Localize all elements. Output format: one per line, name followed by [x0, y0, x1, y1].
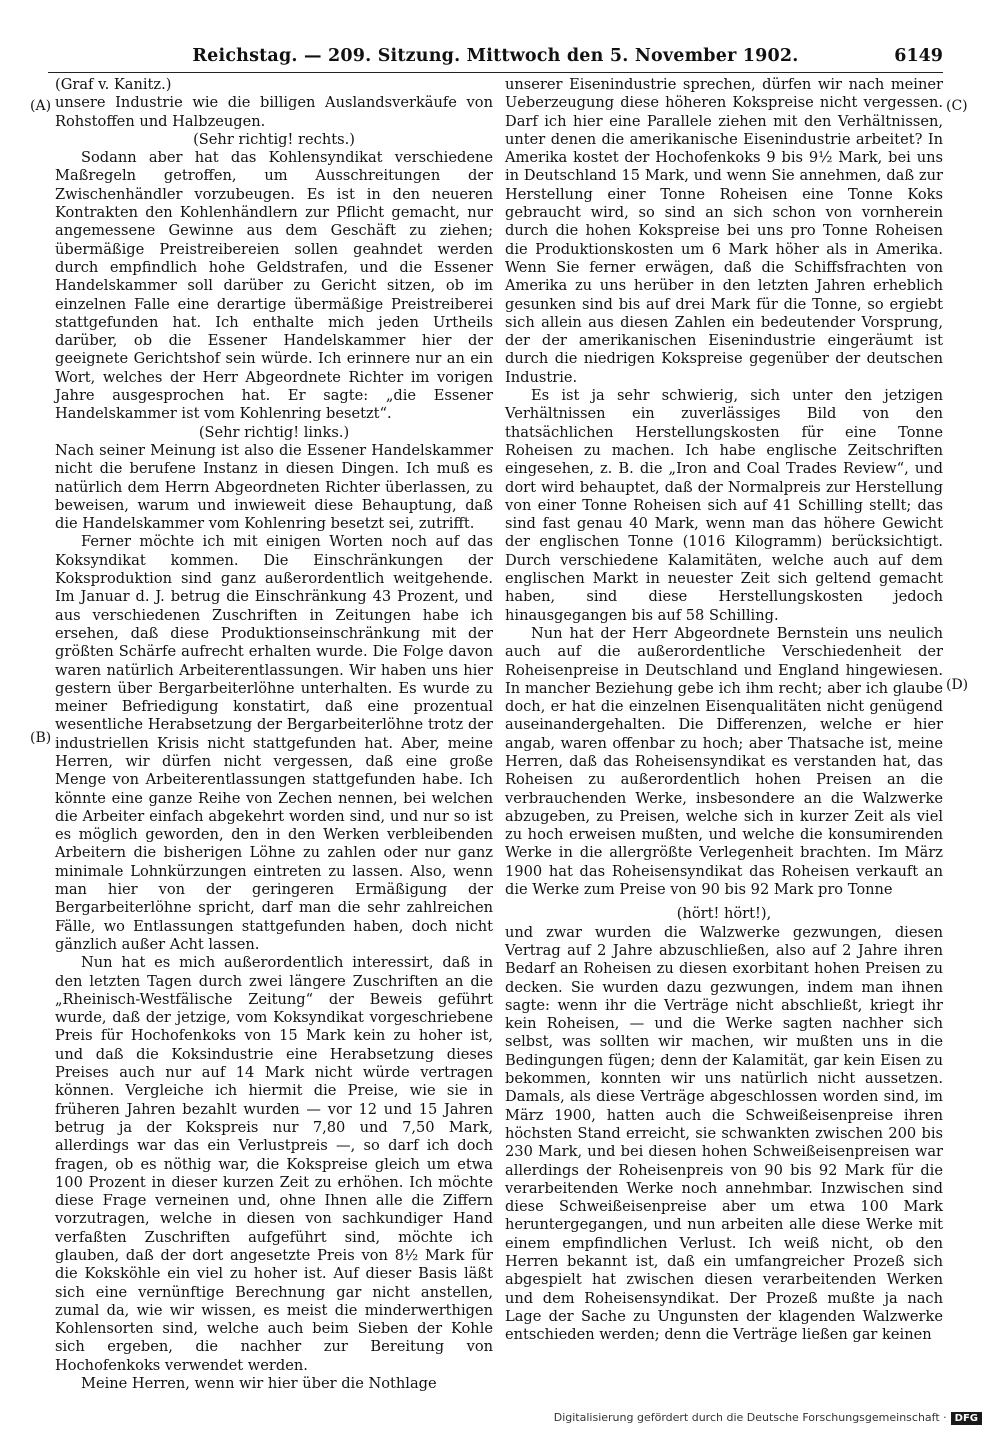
left-column: [55, 76, 493, 1393]
page-header: [48, 42, 943, 73]
page-number: 6149: [894, 46, 943, 66]
right-column: [505, 76, 943, 1344]
paragraph: Meine Herren, wenn wir hier über die Nothlage: [81, 1375, 437, 1393]
paragraph: unsere Industrie wie die billigen Auslandsverkäufe von Rohstoffen und Halbzeugen.: [55, 94, 493, 130]
paragraph: Nun hat es mich außerordentlich interessirt, daß in den letzten Tagen durch zwei längere Zuschriften an die „Rheinisch-Westfälische Zeitung“ der Beweis geführt wurde, daß der jetzige, vom Koksyndikat vorgeschriebene Preis für Hochofenkoks von 15 Mark kein zu hoher ist, und daß die Koksindustrie eine Herabsetzung dieses Preises auch nur auf 14 Mark nicht würde vertragen können. Vergleiche ich hiermit die Preise, wie sie in früheren Jahren bezahlt wurden — vor 12 und 15 Jahren betrug ja der Kokspreis nur 7,80 und 7,50 Mark, allerdings war das ein Verlustpreis —, so darf ich doch fragen, ob es nöthig war, die Kokspreise gleich um etwa 100 Prozent in dieser kurzen Zeit zu erhöhen. Ich möchte diese Frage verneinen und, ohne Ihnen alle die Ziffern vorzutragen, welche in diesen von sachkundiger Hand verfaßten Zuschriften aufgeführt sind, möchte ich glauben, daß der dort angesetzte Preis von 8½ Mark für die Koksköhle ein viel zu hoher ist. Auf dieser Basis läßt sich eine vernünftige Berechnung gar nicht anstellen, zumal da, wie wir wissen, es meist die minderwerthigen Kohlensorten sind, welche auch beim Sieben der Kohle sich ergeben, die nachher zur Bereitung von Hochofenkoks verwendet werden.: [55, 954, 493, 1374]
paragraph: Es ist ja sehr schwierig, sich unter den jetzigen Verhältnissen ein zuverlässiges Bild von den thatsächlichen Herstellungskosten für eine Tonne Roheisen zu machen. Ich habe englische Zeitschriften eingesehen, z. B. die „Iron and Coal Trades Review“, und dort wird behauptet, daß der Normalpreis zur Herstellung von einer Tonne Roheisen sich auf 41 Schilling stellt; das sind fast genau 40 Mark, wenn man das höhere Gewicht der englischen Tonne (1016 Kilogramm) berücksichtigt. Durch verschiedene Kalamitäten, welche auch auf dem englischen Markt in neuester Zeit sich geltend gemacht haben, sind diese Herstellungskosten jedoch hinausgegangen bis auf 58 Schilling.: [505, 387, 943, 624]
paragraph: Sodann aber hat das Kohlensyndikat verschiedene Maßregeln getroffen, um Ausschreitungen der Zwischenhändler vorzubeugen. Es ist in den neueren Kontrakten den Kohlenhändlern zur Pflicht gemacht, nur angemessene Gewinne aus dem Geschäft zu ziehen; übermäßige Preistreibereien sollen geahndet werden durch empfindlich hohe Geldstrafen, und die Essener Handelskammer soll darüber zu Gericht sitzen, ob im einzelnen Falle eine derartige übermäßige Preistreiberei stattgefunden hat. Ich enthalte mich jeden Urtheils darüber, ob die Essener Handelskammer hier der geeignete Gerichtshof sein würde. Ich erinnere nur an ein Wort, welches der Herr Abgeordnete Richter im vorigen Jahre ausgesprochen hat. Er sagte: „die Essener Handelskammer ist vom Kohlenring besetzt“.: [55, 149, 493, 423]
margin-mark-a: (A): [30, 98, 52, 114]
paragraph: unserer Eisenindustrie sprechen, dürfen wir nach meiner Ueberzeugung diese höheren Kokspreise nicht vergessen. Darf ich hier eine Parallele ziehen mit den Verhältnissen, unter denen die amerikanische Eisenindustrie arbeitet? In Amerika kostet der Hochofenkoks 9 bis 9½ Mark, bei uns in Deutschland 15 Mark, und wenn Sie annehmen, daß zur Herstellung einer Tonne Roheisen eine Tonne Koks gebraucht wird, so sind an sich schon von vornherein durch die hohen Kokspreise bei uns pro Tonne Roheisen die Produktionskosten um 6 Mark höher als in Amerika. Wenn Sie ferner erwägen, daß die Schiffsfrachten von Amerika zu uns herüber in den letzten Jahren erheblich gesunken sind bis auf drei Mark für die Tonne, so ergiebt sich allein aus diesen Zahlen ein bedeutender Vorsprung, der der amerikanischen Eisenindustrie eingeräumt ist durch die niedrigen Kokspreise gegenüber der deutschen Industrie.: [505, 76, 943, 386]
interjection: (Sehr richtig! rechts.): [193, 130, 355, 148]
margin-mark-d: (D): [946, 677, 969, 693]
paragraph: Nun hat der Herr Abgeordnete Bernstein uns neulich auch auf die außerordentliche Verschiedenheit der Roheisenpreise in Deutschland und England hingewiesen. In mancher Beziehung gebe ich ihm recht; aber ich glaube doch, er hat die einzelnen Eisenqualitäten nicht genügend auseinandergehalten. Die Differenzen, welche er hier angab, waren offenbar zu hoch; aber Thatsache ist, meine Herren, daß das Roheisensyndikat es verstanden hat, das Roheisen zu außerordentlich hohen Preisen an die verbrauchenden Werke, insbesondere an die Walzwerke abzugeben, zu Preisen, welche sich in kurzer Zeit als viel zu hoch erweisen mußten, und welche die konsumirenden Werke in die allergrößte Verlegenheit brachten. Im März 1900 hat das Roheisensyndikat das Roheisen verkauft an die Werke zum Preise von 90 bis 92 Mark pro Tonne: [505, 624, 943, 899]
digitization-footer: [554, 1411, 982, 1425]
page-title: Reichstag. — 209. Sitzung. Mittwoch den 5. November 1902.: [192, 46, 799, 66]
margin-mark-b: (B): [30, 730, 52, 746]
interjection: (Sehr richtig! links.): [198, 423, 350, 441]
margin-mark-c: (C): [946, 98, 968, 114]
paragraph: und zwar wurden die Walzwerke gezwungen, diesen Vertrag auf 2 Jahre abzuschließen, also auf 2 Jahre ihren Bedarf an Roheisen zu diesen exorbitant hohen Preisen zu decken. Sie wurden dazu gezwungen, indem man ihnen sagte: wenn ihr die Verträge nicht abschließt, kriegt ihr kein Roheisen, — und die Werke sagten nachher sich selbst, was sollten wir machen, wir mußten uns in die Bedingungen fügen; denn der Kalamität, gar kein Eisen zu bekommen, konnten wir uns natürlich nicht aussetzen. Damals, als diese Verträge abgeschlossen worden sind, im März 1900, hatten auch die Schweißeisenpreise ihren höchsten Stand erreicht, sie schwankten zwischen 200 bis 230 Mark, und bei diesen hohen Schweißeisenpreisen war allerdings der Roheisenpreis von 90 bis 92 Mark für die verarbeitenden Werke noch annehmbar. Inzwischen sind diese Schweißeisenpreise aber um etwa 100 Mark heruntergegangen, und nun arbeiten alle diese Werke mit einem empfindlichen Verlust. Ich weiß nicht, ob den Herren bekannt ist, daß ein umfangreicher Prozeß sich abgespielt hat zwischen diesen verarbeitenden Werken und dem Roheisensyndikat. Der Prozeß mußte ja nach Lage der Sache zu Ungunsten der klagenden Walzwerke entschieden werden; denn die Verträge ließen gar keinen: [505, 923, 943, 1344]
speaker-label: (Graf v. Kanitz.): [55, 76, 172, 93]
paragraph: Nach seiner Meinung ist also die Essener Handelskammer nicht die berufene Instanz in diesen Dingen. Ich muß es natürlich dem Herrn Abgeordneten Richter überlassen, zu beweisen, warum und inwieweit diese Behauptung, daß die Handelskammer vom Kohlenring besetzt sei, zutrifft.: [55, 441, 493, 533]
paragraph: Ferner möchte ich mit einigen Worten noch auf das Koksyndikat kommen. Die Einschränkungen der Koksproduktion sind ganz außerordentlich weitgehende. Im Januar d. J. betrug die Einschränkung 43 Prozent, und aus verschiedenen Zuschriften in Zeitungen habe ich ersehen, daß diese Produktionseinschränkung mit der größten Schärfe aufrecht erhalten wurde. Die Folge davon waren natürlich Arbeiterentlassungen. Wir haben uns hier gestern über Bergarbeiterlöhne unterhalten. Es wurde zu meiner Befriedigung konstatirt, daß eine prozentual wesentliche Herabsetzung der Bergarbeiterlöhne trotz der industriellen Krisis nicht stattgefunden hat. Aber, meine Herren, wir dürfen nicht vergessen, daß eine große Menge von Arbeiterentlassungen stattgefunden habe. Ich könnte eine ganze Reihe von Zechen nennen, bei welchen die Arbeiter einfach abgekehrt worden sind, und nur so ist es möglich geworden, den in den Werken verbleibenden Arbeitern die bisherigen Löhne zu zahlen oder nur ganz minimale Lohnkürzungen eintreten zu lassen. Also, wenn man hier von der geringeren Ermäßigung der Bergarbeiterlöhne spricht, darf man die sehr zahlreichen Fälle, wo Entlassungen stattgefunden haben, doch nicht gänzlich außer Acht lassen.: [55, 533, 493, 953]
footer-text: Digitalisierung gefördert durch die Deutsche Forschungsgemeinschaft ·: [553, 1411, 947, 1424]
interjection: (hört! hört!),: [676, 905, 772, 923]
dfg-logo: DFG: [951, 1412, 982, 1425]
